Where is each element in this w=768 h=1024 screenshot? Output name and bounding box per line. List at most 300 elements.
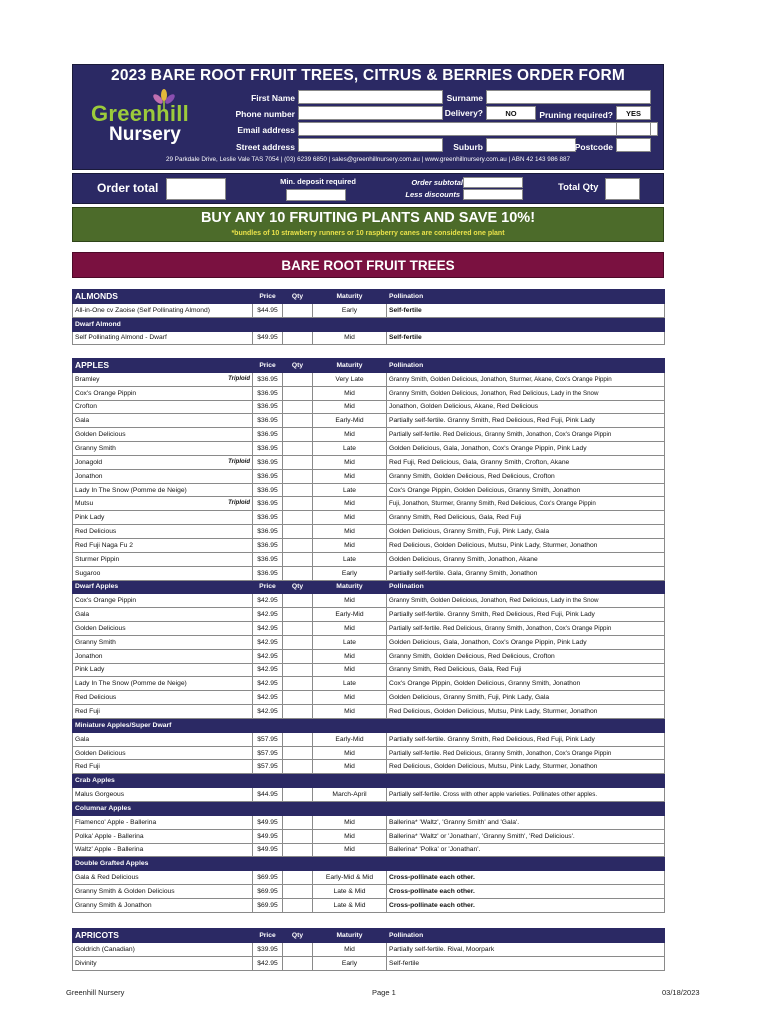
quantity-input[interactable]: [283, 511, 313, 525]
pollination-cell: Partially self-fertile. Granny Smith, Red Delicious, Red Fuji, Pink Lady: [387, 414, 665, 428]
quantity-input[interactable]: [283, 760, 313, 774]
quantity-input[interactable]: [283, 677, 313, 691]
triploid-tag: Triploid: [228, 458, 250, 465]
price-column-header: Price: [253, 359, 283, 373]
variety-name-cell: [73, 760, 253, 774]
pollination-cell: Cox's Orange Pippin, Golden Delicious, Granny Smith, Jonathon: [387, 483, 665, 497]
price-cell: $42.95: [253, 956, 283, 970]
business-contact-line: 29 Parkdale Drive, Leslie Vale TAS 7054 | (03) 6239 6850 | sales@greenhillnursery.com.au | www.greenhillnursery.com.au | ABN 42 143 986 887: [165, 156, 571, 163]
quantity-input[interactable]: [283, 622, 313, 636]
maturity-cell: Late: [313, 677, 387, 691]
variety-name-cell: [73, 303, 253, 317]
price-cell: $42.95: [253, 691, 283, 705]
street-input[interactable]: [298, 138, 443, 152]
maturity-cell: Early: [313, 956, 387, 970]
quantity-input[interactable]: [283, 815, 313, 829]
subcategory-title: Miniature Apples/Super Dwarf: [73, 718, 665, 732]
table-row: [73, 956, 665, 970]
pollination-cell: Ballerina* 'Waltz' or 'Jonathan', 'Granny Smith', 'Red Delicious'.: [387, 829, 665, 843]
variety-name-cell: [73, 815, 253, 829]
quantity-input[interactable]: [283, 942, 313, 956]
variety-name-cell: [73, 732, 253, 746]
variety-name-cell: [73, 871, 253, 885]
variety-name-cell: [73, 663, 253, 677]
maturity-cell: Late & Mid: [313, 898, 387, 912]
price-cell: $44.95: [253, 788, 283, 802]
pollination-cell: Cross-pollinate each other.: [387, 898, 665, 912]
pollination-cell: Granny Smith, Red Delicious, Gala, Red Fuji: [387, 511, 665, 525]
quantity-input[interactable]: [283, 732, 313, 746]
quantity-input[interactable]: [283, 788, 313, 802]
subcategory-title: Dwarf Almond: [73, 317, 665, 331]
variety-name: Red Delicious: [75, 694, 117, 702]
category-header-row: [73, 359, 665, 373]
subcategory-row: [73, 718, 665, 732]
price-cell: $36.95: [253, 483, 283, 497]
min-deposit-label: Min. deposit required: [280, 177, 356, 186]
quantity-input[interactable]: [283, 956, 313, 970]
table-row: [73, 538, 665, 552]
variety-name-cell: [73, 942, 253, 956]
quantity-input[interactable]: [283, 829, 313, 843]
quantity-input[interactable]: [283, 608, 313, 622]
variety-name-cell: [73, 414, 253, 428]
variety-name: Waltz' Apple - Ballerina: [75, 846, 144, 854]
postcode-label: Postcode: [574, 142, 613, 152]
delivery-label: Delivery?: [444, 108, 483, 118]
surname-input[interactable]: [486, 90, 651, 104]
quantity-input[interactable]: [283, 331, 313, 345]
maturity-cell: Mid: [313, 538, 387, 552]
total-qty-field[interactable]: [605, 178, 640, 200]
variety-name-cell: [73, 622, 253, 636]
variety-name: Gala: [75, 417, 90, 425]
variety-name-cell: [73, 649, 253, 663]
pollination-column-header: Pollination: [387, 929, 665, 943]
quantity-input[interactable]: [283, 635, 313, 649]
category-title: APRICOTS: [73, 929, 253, 943]
price-cell: $36.95: [253, 538, 283, 552]
price-column-header: Price: [253, 929, 283, 943]
maturity-cell: Early-Mid & Mid: [313, 871, 387, 885]
price-cell: $42.95: [253, 663, 283, 677]
maturity-cell: Mid: [313, 622, 387, 636]
variety-name: Gala & Red Delicious: [75, 874, 139, 882]
table-row: [73, 442, 665, 456]
section-title-bare-root: BARE ROOT FRUIT TREES: [72, 252, 664, 278]
less-discounts-label: Less discounts: [405, 190, 460, 199]
variety-name: Cox's Orange Pippin: [75, 597, 137, 605]
pollination-cell: Golden Delicious, Gala, Jonathon, Cox's Orange Pippin, Pink Lady: [387, 442, 665, 456]
price-cell: $42.95: [253, 635, 283, 649]
variety-name-cell: [73, 608, 253, 622]
order-subtotal-label: Order subtotal: [411, 178, 463, 187]
quantity-input[interactable]: [283, 525, 313, 539]
table-row: [73, 732, 665, 746]
price-cell: $36.95: [253, 428, 283, 442]
pollination-cell: Red Delicious, Golden Delicious, Mutsu, Pink Lady, Sturmer, Jonathon: [387, 705, 665, 719]
table-row: [73, 511, 665, 525]
variety-name: Jonagold: [75, 458, 103, 466]
maturity-cell: Mid: [313, 428, 387, 442]
order-subtotal-field[interactable]: [463, 177, 523, 188]
maturity-cell: Mid: [313, 455, 387, 469]
price-cell: $49.95: [253, 829, 283, 843]
category-header-row: [73, 290, 665, 304]
table-row: [73, 552, 665, 566]
quantity-input[interactable]: [283, 538, 313, 552]
pollination-cell: Partially self-fertile. Red Delicious, Granny Smith, Jonathon, Cox's Orange Pippin: [387, 746, 665, 760]
variety-name-cell: [73, 898, 253, 912]
total-qty-label: Total Qty: [558, 182, 599, 193]
price-cell: $36.95: [253, 497, 283, 511]
quantity-input[interactable]: [283, 386, 313, 400]
variety-name-cell: [73, 525, 253, 539]
quantity-input[interactable]: [283, 552, 313, 566]
pollination-cell: Fuji, Jonathon, Sturmer, Granny Smith, Red Delicious, Cox's Orange Pippin: [387, 497, 665, 511]
quantity-input[interactable]: [283, 483, 313, 497]
price-cell: $49.95: [253, 843, 283, 857]
variety-name: Jonathon: [75, 652, 103, 660]
table-row: [73, 455, 665, 469]
pollination-cell: Self-fertile: [387, 331, 665, 345]
phone-input[interactable]: [298, 106, 443, 120]
quantity-input[interactable]: [283, 843, 313, 857]
maturity-cell: Mid: [313, 594, 387, 608]
postcode-input[interactable]: [616, 138, 651, 152]
variety-name-cell: [73, 538, 253, 552]
maturity-cell: Mid: [313, 691, 387, 705]
order-total-label: Order total: [97, 181, 159, 195]
variety-name-cell: [73, 843, 253, 857]
quantity-input[interactable]: [283, 691, 313, 705]
price-cell: $42.95: [253, 608, 283, 622]
maturity-cell: March-April: [313, 788, 387, 802]
min-deposit-field[interactable]: [286, 189, 346, 201]
subcategory-title: Columnar Apples: [73, 802, 665, 816]
price-cell: $49.95: [253, 331, 283, 345]
table-row: [73, 677, 665, 691]
table-row: [73, 469, 665, 483]
table-row: [73, 843, 665, 857]
variety-name: Red Fuji Naga Fu 2: [75, 541, 133, 549]
price-cell: $49.95: [253, 815, 283, 829]
order-totals-bar: [72, 173, 664, 204]
quantity-input[interactable]: [283, 428, 313, 442]
apricots-table: [72, 928, 665, 971]
footer-company: Greenhill Nursery: [66, 988, 125, 997]
maturity-cell: Mid: [313, 746, 387, 760]
table-row: [73, 885, 665, 899]
maturity-cell: Mid: [313, 829, 387, 843]
footer-page-number: Page 1: [372, 988, 396, 997]
order-total-field[interactable]: [166, 178, 226, 200]
price-cell: $42.95: [253, 622, 283, 636]
logo-text-greenhill: Greenhill: [91, 101, 190, 126]
variety-name: Golden Delicious: [75, 624, 126, 632]
price-cell: $36.95: [253, 525, 283, 539]
variety-name: Granny Smith & Golden Delicious: [75, 887, 175, 895]
price-cell: $36.95: [253, 552, 283, 566]
variety-name-cell: [73, 691, 253, 705]
price-cell: $57.95: [253, 760, 283, 774]
pollination-cell: Cross-pollinate each other.: [387, 885, 665, 899]
maturity-cell: Mid: [313, 815, 387, 829]
maturity-cell: Mid: [313, 525, 387, 539]
variety-name-cell: [73, 829, 253, 843]
pollination-cell: Ballerina* 'Polka' or 'Jonathan'.: [387, 843, 665, 857]
table-row: [73, 497, 665, 511]
variety-name-cell: [73, 594, 253, 608]
variety-name: Crofton: [75, 403, 97, 411]
price-cell: $57.95: [253, 746, 283, 760]
pollination-cell: Granny Smith, Golden Delicious, Jonathon, Red Delicious, Lady in the Snow: [387, 386, 665, 400]
variety-name: Mutsu: [75, 500, 94, 508]
surname-label: Surname: [446, 93, 483, 103]
table-row: [73, 525, 665, 539]
quantity-input[interactable]: [283, 566, 313, 580]
variety-name: Lady In The Snow (Pomme de Neige): [75, 486, 187, 494]
quantity-input[interactable]: [283, 649, 313, 663]
promo-subtitle: *bundles of 10 strawberry runners or 10 raspberry canes are considered one plant: [231, 230, 505, 237]
quantity-input[interactable]: [283, 594, 313, 608]
table-row: [73, 303, 665, 317]
maturity-column-header: Maturity: [313, 580, 387, 594]
variety-name-cell: [73, 956, 253, 970]
table-row: [73, 942, 665, 956]
variety-name-cell: [73, 566, 253, 580]
price-cell: $42.95: [253, 649, 283, 663]
subcategory-row: [73, 317, 665, 331]
category-title: ALMONDS: [73, 290, 253, 304]
variety-name-cell: [73, 469, 253, 483]
table-row: [73, 622, 665, 636]
quantity-input[interactable]: [283, 705, 313, 719]
qty-column-header: Qty: [283, 580, 313, 594]
price-cell: $42.95: [253, 677, 283, 691]
maturity-cell: Mid: [313, 760, 387, 774]
maturity-cell: Late: [313, 442, 387, 456]
variety-name: Divinity: [75, 959, 97, 967]
quantity-input[interactable]: [283, 746, 313, 760]
maturity-cell: Mid: [313, 942, 387, 956]
variety-name: Golden Delicious: [75, 431, 126, 439]
quantity-input[interactable]: [283, 898, 313, 912]
variety-name-cell: [73, 455, 253, 469]
pollination-cell: Self-fertile: [387, 303, 665, 317]
subcategory-row: [73, 774, 665, 788]
pollination-column-header: Pollination: [387, 359, 665, 373]
variety-name: Gala: [75, 611, 90, 619]
category-header-row: [73, 929, 665, 943]
price-cell: $36.95: [253, 469, 283, 483]
variety-name: Self Pollinating Almond - Dwarf: [75, 334, 167, 342]
maturity-cell: Early: [313, 566, 387, 580]
quantity-input[interactable]: [283, 885, 313, 899]
pollination-cell: Partially self-fertile. Red Delicious, Granny Smith, Jonathon, Cox's Orange Pippin: [387, 622, 665, 636]
maturity-cell: Late: [313, 635, 387, 649]
quantity-input[interactable]: [283, 303, 313, 317]
variety-name-cell: [73, 331, 253, 345]
price-cell: $39.95: [253, 942, 283, 956]
variety-name: Jonathon: [75, 472, 103, 480]
maturity-column-header: Maturity: [313, 290, 387, 304]
variety-name-cell: [73, 511, 253, 525]
email-label: Email address: [237, 125, 295, 135]
pruning-select[interactable]: YES: [616, 106, 651, 120]
price-column-header: Price: [253, 290, 283, 304]
price-cell: $69.95: [253, 885, 283, 899]
delivery-select[interactable]: NO: [486, 106, 536, 120]
table-row: [73, 566, 665, 580]
quantity-input[interactable]: [283, 469, 313, 483]
pollination-cell: Self-fertile: [387, 956, 665, 970]
pollination-column-header: Pollination: [387, 580, 665, 594]
table-row: [73, 649, 665, 663]
pollination-cell: Red Fuji, Red Delicious, Gala, Granny Smith, Crofton, Akane: [387, 455, 665, 469]
pollination-cell: Golden Delicious, Granny Smith, Jonathon, Akane: [387, 552, 665, 566]
price-cell: $36.95: [253, 566, 283, 580]
price-cell: $36.95: [253, 442, 283, 456]
variety-name-cell: [73, 400, 253, 414]
quantity-input[interactable]: [283, 871, 313, 885]
price-cell: $69.95: [253, 898, 283, 912]
maturity-column-header: Maturity: [313, 359, 387, 373]
table-row: [73, 386, 665, 400]
maturity-cell: Mid: [313, 469, 387, 483]
suburb-input[interactable]: [486, 138, 576, 152]
price-cell: $36.95: [253, 455, 283, 469]
maturity-cell: Mid: [313, 843, 387, 857]
table-row: [73, 483, 665, 497]
footer-date: 03/18/2023: [662, 988, 700, 997]
table-row: [73, 331, 665, 345]
table-row: [73, 608, 665, 622]
maturity-cell: Mid: [313, 511, 387, 525]
price-column-header: Price: [253, 580, 283, 594]
table-row: [73, 705, 665, 719]
table-row: [73, 663, 665, 677]
table-row: [73, 898, 665, 912]
maturity-cell: Very Late: [313, 372, 387, 386]
maturity-cell: Early: [313, 303, 387, 317]
variety-name: All-in-One cv Zaoise (Self Pollinating Almond): [75, 306, 210, 314]
maturity-column-header: Maturity: [313, 929, 387, 943]
price-cell: $36.95: [253, 372, 283, 386]
price-cell: $42.95: [253, 594, 283, 608]
quantity-input[interactable]: [283, 455, 313, 469]
variety-name: Granny Smith & Jonathon: [75, 901, 152, 909]
variety-name: Red Fuji: [75, 763, 100, 771]
variety-name-cell: [73, 497, 253, 511]
pollination-cell: Red Delicious, Golden Delicious, Mutsu, Pink Lady, Sturmer, Jonathon: [387, 760, 665, 774]
maturity-cell: Early-Mid: [313, 414, 387, 428]
suburb-label: Suburb: [453, 142, 483, 152]
pollination-cell: Partially self-fertile. Granny Smith, Red Delicious, Red Fuji, Pink Lady: [387, 608, 665, 622]
pollination-cell: Granny Smith, Golden Delicious, Jonathon, Sturmer, Akane, Cox's Orange Pippin: [387, 372, 665, 386]
quantity-input[interactable]: [283, 663, 313, 677]
variety-name: Red Delicious: [75, 528, 117, 536]
variety-name-cell: [73, 552, 253, 566]
maturity-cell: Mid: [313, 649, 387, 663]
table-row: [73, 691, 665, 705]
qty-column-header: Qty: [283, 929, 313, 943]
variety-name: Pink Lady: [75, 514, 105, 522]
pollination-cell: Golden Delicious, Granny Smith, Fuji, Pink Lady, Gala: [387, 525, 665, 539]
quantity-input[interactable]: [283, 497, 313, 511]
pollination-cell: Granny Smith, Golden Delicious, Red Delicious, Crofton: [387, 649, 665, 663]
table-row: [73, 635, 665, 649]
street-label: Street address: [235, 142, 295, 152]
variety-name: Polka' Apple - Ballerina: [75, 832, 144, 840]
variety-name: Sturmer Pippin: [75, 555, 120, 563]
quantity-input[interactable]: [283, 400, 313, 414]
maturity-cell: Late: [313, 483, 387, 497]
subcategory-title: Dwarf Apples: [73, 580, 253, 594]
pollination-cell: Partially self-fertile. Rival, Moorpark: [387, 942, 665, 956]
promo-title: BUY ANY 10 FRUITING PLANTS AND SAVE 10%!: [200, 210, 536, 226]
pollination-cell: Partially self-fertile. Gala, Granny Smith, Jonathon: [387, 566, 665, 580]
variety-name: Sugaroo: [75, 569, 101, 577]
variety-name: Bramley: [75, 375, 100, 383]
price-cell: $69.95: [253, 871, 283, 885]
pollination-cell: Cox's Orange Pippin, Golden Delicious, Granny Smith, Jonathon: [387, 677, 665, 691]
pollination-cell: Partially self-fertile. Cross with other apple varieties. Pollinates other apples.: [387, 788, 665, 802]
qty-column-header: Qty: [283, 290, 313, 304]
table-row: [73, 746, 665, 760]
terms-checkbox[interactable]: [616, 122, 651, 136]
order-form-header: [72, 64, 664, 170]
maturity-cell: Mid: [313, 705, 387, 719]
table-row: [73, 400, 665, 414]
variety-name: Malus Gorgeous: [75, 791, 125, 799]
form-title: 2023 BARE ROOT FRUIT TREES, CITRUS & BERRIES ORDER FORM: [111, 67, 625, 84]
maturity-cell: Mid: [313, 400, 387, 414]
qty-column-header: Qty: [283, 359, 313, 373]
subcategory-row: [73, 580, 665, 594]
first-name-label: First Name: [251, 93, 295, 103]
less-discounts-field[interactable]: [463, 189, 523, 200]
pollination-cell: Granny Smith, Golden Delicious, Jonathon, Red Delicious, Lady in the Snow: [387, 594, 665, 608]
variety-name: Cox's Orange Pippin: [75, 389, 137, 397]
maturity-cell: Late & Mid: [313, 885, 387, 899]
triploid-tag: Triploid: [228, 500, 250, 507]
price-cell: $36.95: [253, 386, 283, 400]
pollination-cell: Partially self-fertile. Granny Smith, Red Delicious, Red Fuji, Pink Lady: [387, 732, 665, 746]
quantity-input[interactable]: [283, 442, 313, 456]
subcategory-row: [73, 857, 665, 871]
pollination-cell: Cross-pollinate each other.: [387, 871, 665, 885]
maturity-cell: Mid: [313, 663, 387, 677]
variety-name-cell: [73, 885, 253, 899]
pollination-cell: Granny Smith, Golden Delicious, Red Delicious, Crofton: [387, 469, 665, 483]
maturity-cell: Early-Mid: [313, 608, 387, 622]
variety-name-cell: [73, 705, 253, 719]
price-cell: $44.95: [253, 303, 283, 317]
quantity-input[interactable]: [283, 414, 313, 428]
table-row: [73, 428, 665, 442]
first-name-input[interactable]: [298, 90, 443, 104]
quantity-input[interactable]: [283, 372, 313, 386]
price-cell: $36.95: [253, 511, 283, 525]
apples-table: [72, 358, 665, 913]
table-row: [73, 829, 665, 843]
table-row: [73, 760, 665, 774]
variety-name: Flamenco' Apple - Ballerina: [75, 818, 157, 826]
price-cell: $42.95: [253, 705, 283, 719]
pruning-label: Pruning required?: [539, 110, 613, 120]
maturity-cell: Early-Mid: [313, 732, 387, 746]
